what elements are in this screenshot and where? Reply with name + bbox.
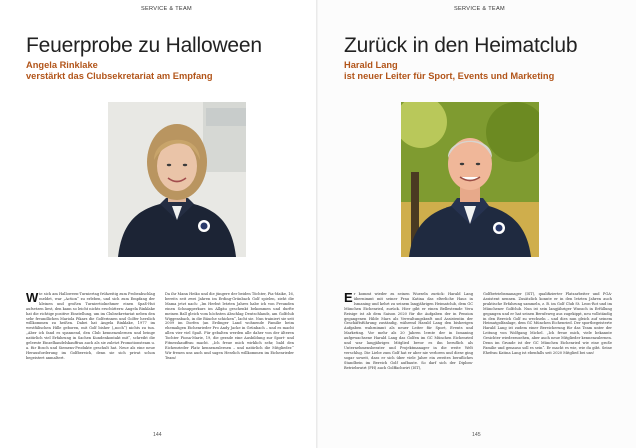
page-title: Zurück in den Heimatclub [344, 34, 578, 57]
page-title: Feuerprobe zu Halloween [26, 34, 262, 57]
page-subtitle [26, 60, 213, 82]
portrait-man-illustration [401, 102, 539, 257]
right-page [318, 0, 636, 448]
section-label: SERVICE & TEAM [454, 6, 505, 12]
article-column-1 [344, 292, 473, 412]
article-column-2: Da ihr Mann Heiko und die jüngere der beiden Töchter, Pia-Maike, 16, bereits seit zwei Jahren im Erding-Grünbach Golf spielen, zieht die Mama jetzt nach: „Im Herbst letzten Jahres habe ich von Freunden einen Schnupperkurs im Allgäu geschenkt bekommen und durfte meinen Ball gleich vom höchsten Abschlag Deutschlands, am Golfclub Wiggensbach, in die Bäuche schicken“, lacht sie. Nun trainiert sie seit 2009 im Dorfen (an Erdinger Land wohnende Familie beim ehemaligen Eichenrieder Pro Andy Jacke in Grünbach – und es macht allen vier viel Spaß. Für gebalten werden alle daher von der älteren Tochter Fiona-Marie, 19, die gerade eine Ausbildung zur Sport- und Fitnesskauffrau macht. „Ich freue mich wirklich sehr, bald den Eichenrieder Platz kennenzulernen – und natürlich die Mitglieder.“ Wir freuen uns auch und sagen Herzlich willkommen im Eichenrieder Team! [165, 292, 294, 360]
article-body [344, 292, 612, 412]
portrait-photo-man [401, 102, 539, 257]
section-label: SERVICE & TEAM [141, 6, 192, 12]
subtitle-name: Harald Lang [344, 60, 398, 70]
column-text: r kommt wieder zu seinen Wurzeln zurück: Harald Lang übernimmt mit seiner Frau Katina das elterliche Haus in Ismaning und kehrt zu seinem langjährigen Heimatclub, dem GC München Eichenried, zurück. Hier gibt er einen Bellestemde Vera Reisige ist ab dem Saison 2020 für die Aufgaben der in Pension gegangenen Hilde Mars als Verwaltungskraft und Assistentin der Geschäftsführung zuständig, während Harald Lang den bisherigen Aufgaben wahrnimmt als neuer Leiter für Sport, Events und Marketing. Vor mehr als 20 Jahren lernte der in Ismaning aufgewachsene Harald Lang das Golfen im GC München Eichenried und war langjähriges Mitglied bevor es ihn beruflich als Unternehmensberater und Projektmanager in die weite Welt verschlug. Die Liebe zum Golf hat er aber nie verloren und diese ging sogar soweit, dass er sich über viele Jahre ein zweites berufliches Standbein im Bereich Golf aufbaute. So darf sich der Diplom-Betriebswirt (FH) auch Golffachwirt (IST), [344, 292, 473, 370]
article-column-2: Golfbetriebsmanager (IST), qualifizierter Platzarbeiter und PGA-Assistent nennen. Zusätzlich konnte er in den letzten Jahren auch praktische Erfahrung sammeln, z. B. im Golf Club St. Leon-Rot und im Münchener Golfclub. Nun ist sein langjähriger Wunsch in Erfüllung gegangen und er hat seinen Berufsweg aus zugekippt, neu vollständig in den Bereich Golf zu wechseln – und dies nun gleich auf seinem Heimatgolfanlage, dem GC München Eichenried. Der sportbegeisterte Harald Lang ist zudem einer Bereicherung für das Team unter der Leitung von Wolfgang Michel. „Ich freue mich, viele bekannte Gesichter wiederzusehen, aber auch neue Mitglieder kennenzulernen. Denn im Grunde ist der GC München Eichenried wie eine große Familie und genauso soll es sein“. Er macht es wie, wie du gibt. Seine Ehefrau Katina Lang ist ebenfalls seit 2020 Mitglied bei uns! [483, 292, 612, 355]
column-text: ie sich am Halloween-Turniertag frühzeitig zum Probeabschlag meldet, war „Action“ zu erleben, und sich zum Empfang der kleinen und großen Turniertiolnehmer einen Spaß-Hut aufsetzen liest, den kann so leicht nichts erschüttern: Angela Rinklake hat die richtige positive Einstellung, um im Clubsekretariat neben den sehr freundlichen Mariola Pikarz die Golferinnen und Golfer herzlich willkommen zu heißen. Dabei hat Angela Rinklake, 1977 im westfälischen Hille geboren, mit Golf bisher („noch“) nichts zu tun. „Aber ich fand es spannend, den Club kennenzulernen und bringe natürlich viel Erfahrung in Sachen Kundenkontakt mit“, schreibt die gelernte Einzelhandelskauffrau auch als sie zuletzt Promotionsteam u. a. für Bosch und Siemens-Produkte geschult hat. Neue als eine neue Herausforderung im Golfbereich, denn sie sich privat schon begeistert anmaltert. [26, 292, 155, 360]
page-number: 144 [153, 432, 162, 438]
subtitle-description: ist neuer Leiter für Sport, Events und Marketing [344, 71, 555, 81]
subtitle-name: Angela Rinklake [26, 60, 98, 70]
drop-cap: E [344, 292, 353, 305]
page-subtitle [344, 60, 554, 82]
article-column-1 [26, 292, 155, 412]
subtitle-description: verstärkt das Clubsekretariat am Empfang [26, 71, 213, 81]
article-body [26, 292, 294, 412]
page-number: 145 [472, 432, 481, 438]
drop-cap: W [26, 292, 39, 305]
portrait-woman-illustration [108, 102, 246, 257]
portrait-photo-woman [108, 102, 246, 257]
